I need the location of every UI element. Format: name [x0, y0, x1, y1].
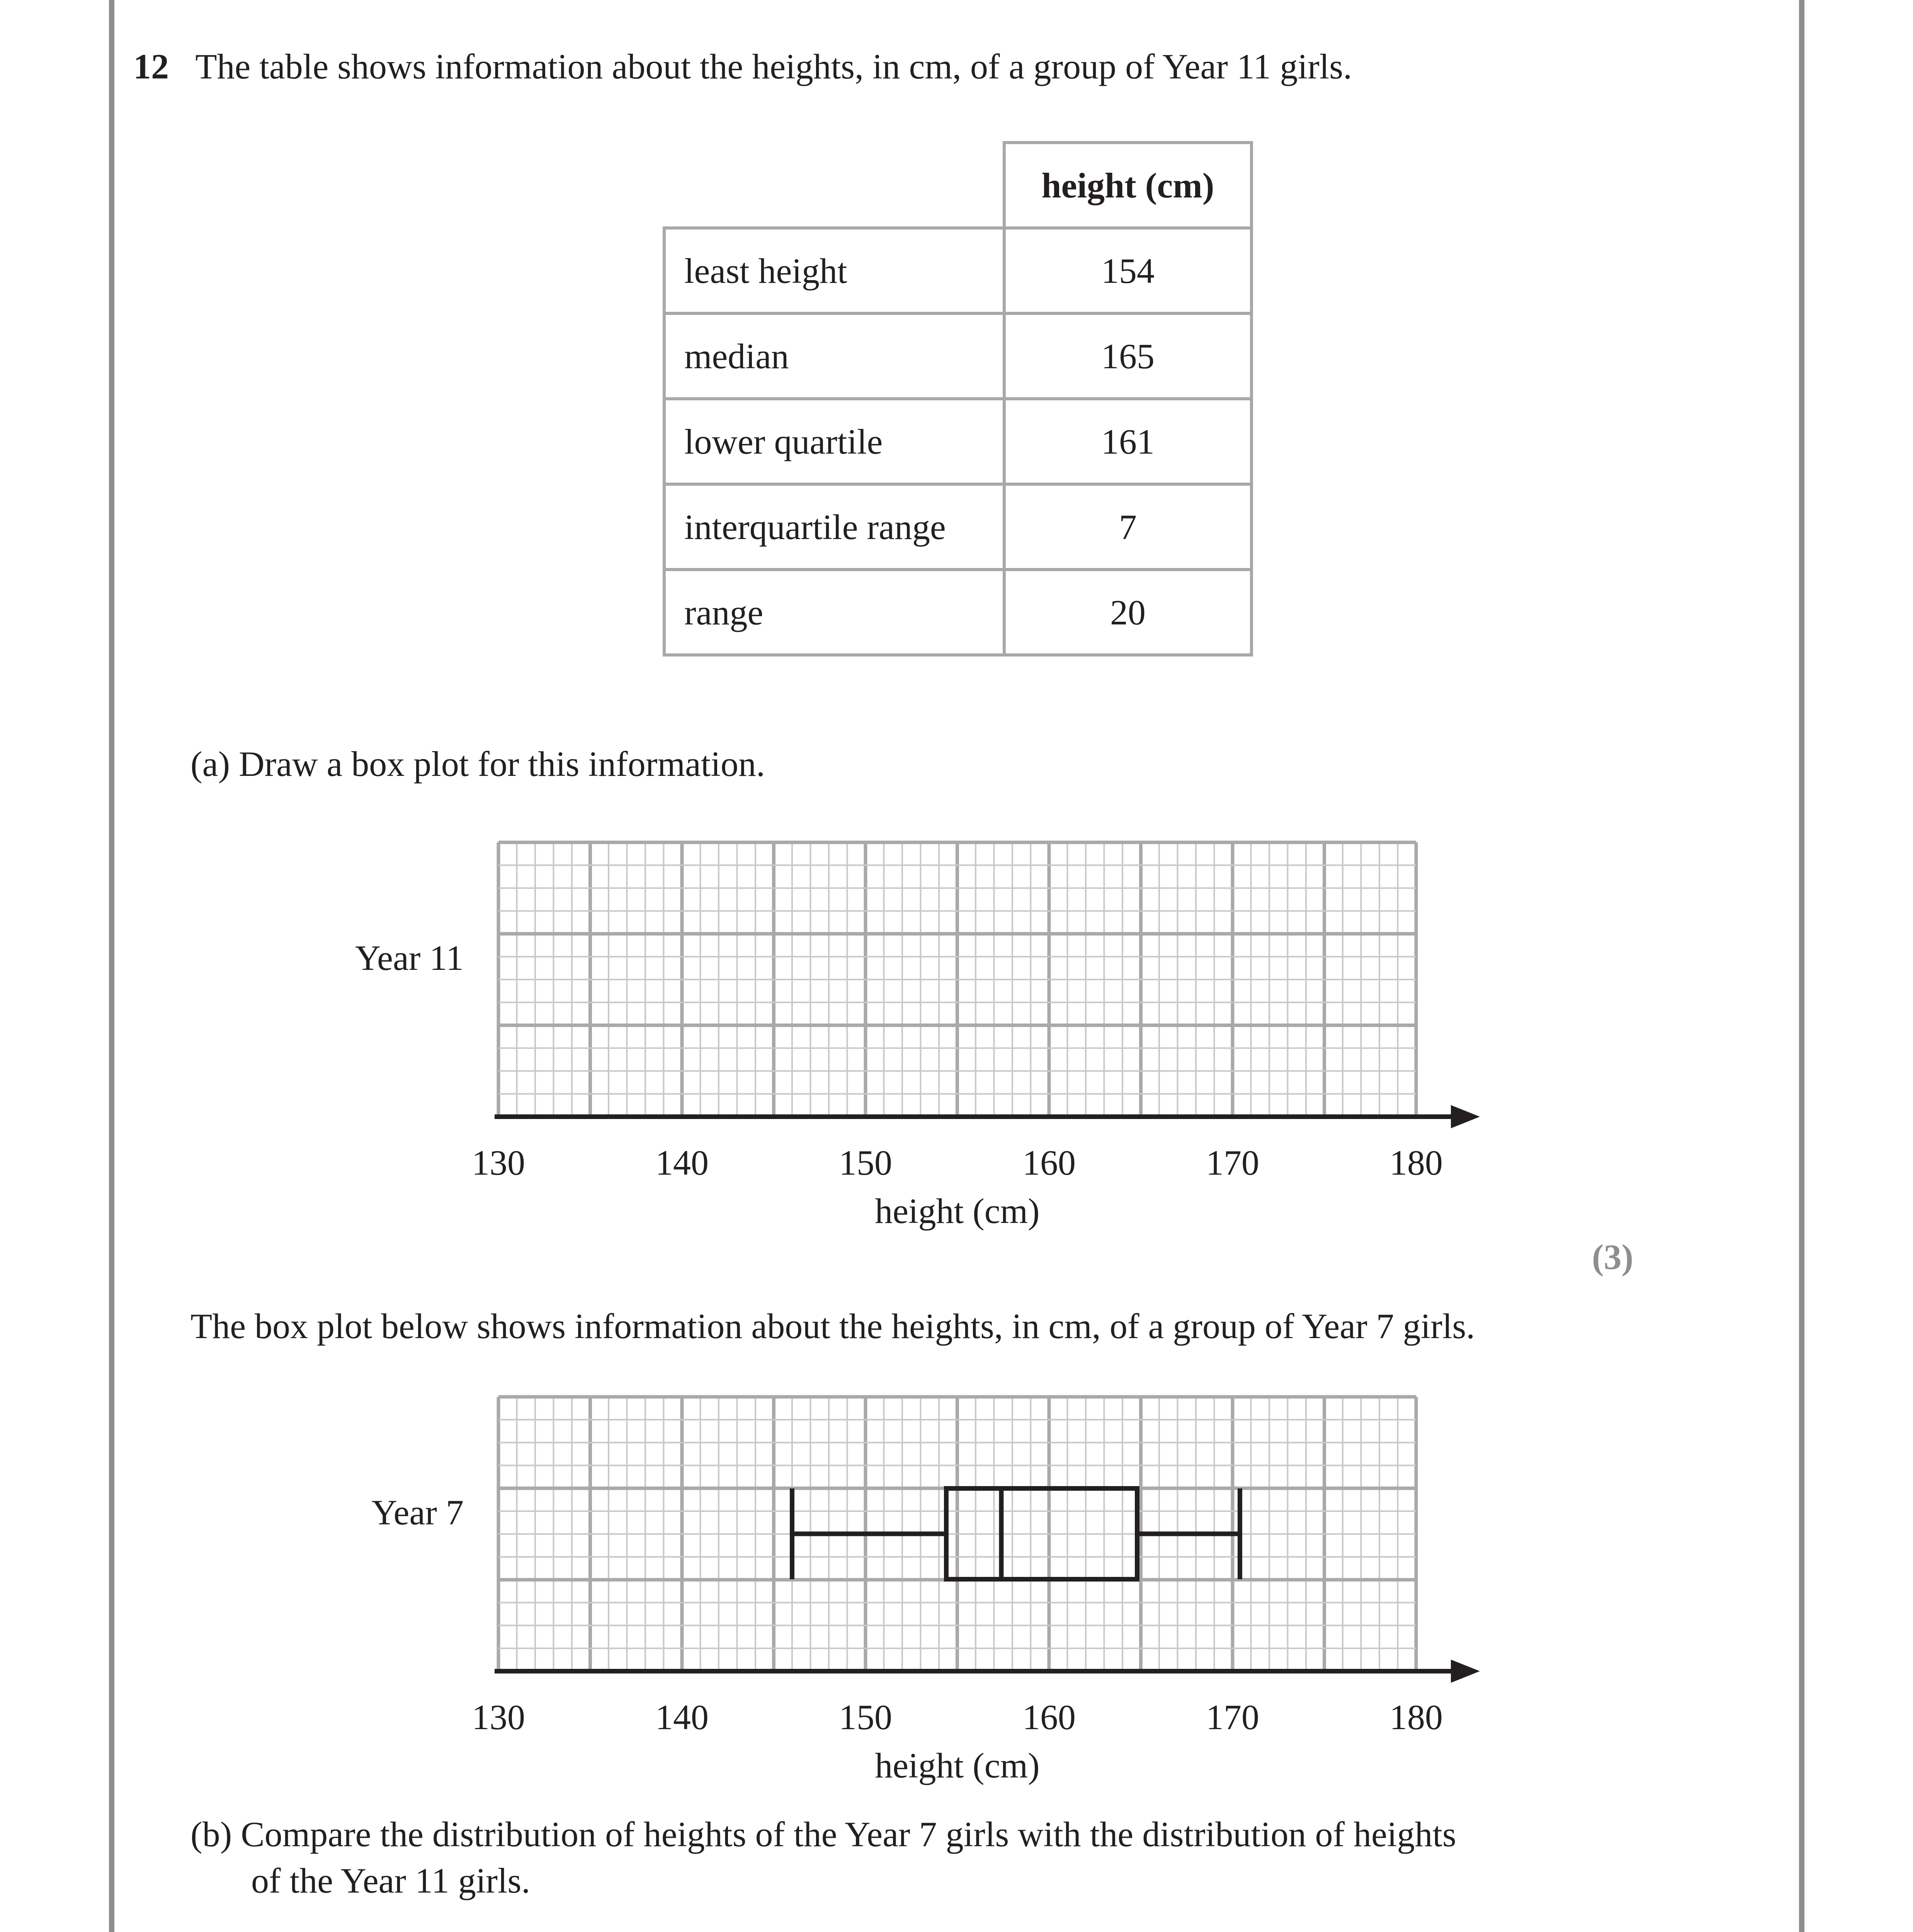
tick-label: 170: [1206, 1143, 1259, 1182]
part-a-marks: (3): [1592, 1237, 1634, 1277]
tick-label: 140: [655, 1143, 709, 1182]
tick-label: 170: [1206, 1697, 1259, 1737]
tick-label: 180: [1389, 1143, 1443, 1182]
part-a-prompt: (a) Draw a box plot for this information.: [190, 744, 765, 784]
tick-label: 160: [1022, 1697, 1076, 1737]
table-row-label: interquartile range: [664, 484, 1004, 570]
tick-label: 150: [839, 1697, 892, 1737]
y-axis-label: Year 11: [355, 938, 464, 978]
table-row-value: 165: [1004, 313, 1252, 399]
year7-intro: The box plot below shows information about the heights, in cm, of a group of Year 7 girls.: [190, 1306, 1475, 1346]
x-axis-label: height (cm): [875, 1191, 1040, 1231]
table-header: height (cm): [1004, 143, 1252, 228]
y-axis-label: Year 7: [371, 1493, 464, 1532]
tick-label: 130: [472, 1697, 525, 1737]
x-axis-label: height (cm): [875, 1746, 1040, 1785]
tick-label: 130: [472, 1143, 525, 1182]
part-b-line1: (b) Compare the distribution of heights of the Year 7 girls with the distribution of heights: [190, 1815, 1456, 1854]
table-row-label: lower quartile: [664, 399, 1004, 484]
tick-label: 180: [1389, 1697, 1443, 1737]
table-row-label: least height: [664, 228, 1004, 313]
arrow-icon: [1451, 1660, 1480, 1683]
tick-label: 140: [655, 1697, 709, 1737]
tick-label: 150: [839, 1143, 892, 1182]
table-row-value: 20: [1004, 570, 1252, 655]
question-intro: The table shows information about the heights, in cm, of a group of Year 11 girls.: [195, 47, 1352, 86]
question-number: 12: [133, 47, 169, 86]
table-row-label: range: [664, 570, 1004, 655]
table-row-label: median: [664, 313, 1004, 399]
table-row-value: 7: [1004, 484, 1252, 570]
table-row-value: 161: [1004, 399, 1252, 484]
tick-label: 160: [1022, 1143, 1076, 1182]
table-row-value: 154: [1004, 228, 1252, 313]
part-b-line2: of the Year 11 girls.: [251, 1861, 531, 1900]
